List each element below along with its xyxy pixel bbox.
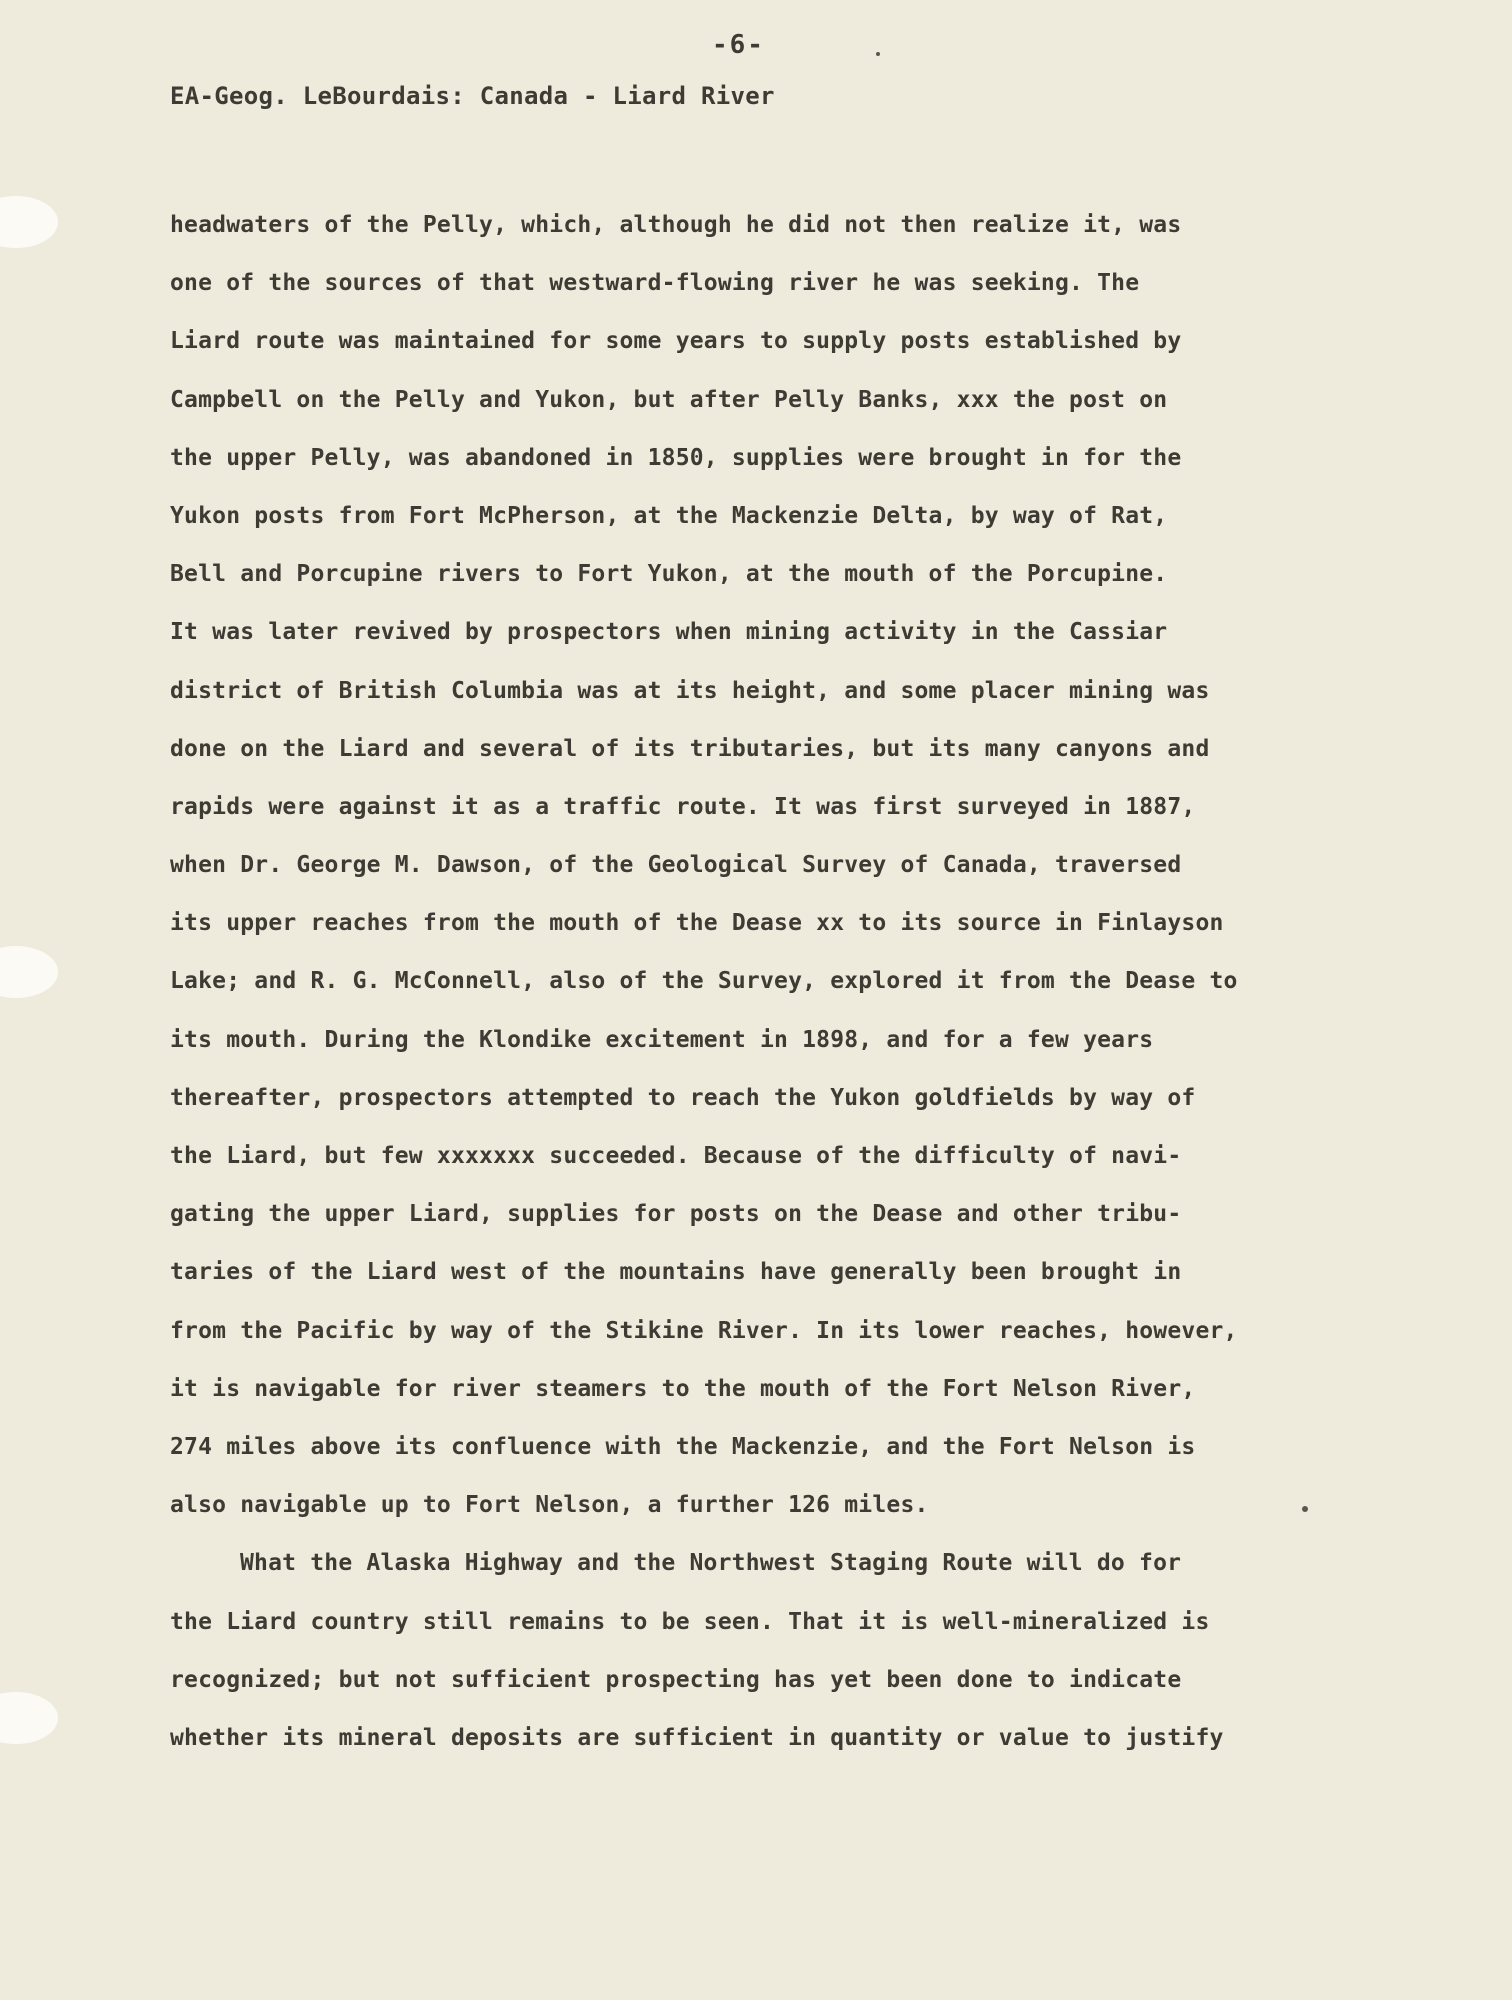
text-line: when Dr. George M. Dawson, of the Geological Survey of Canada, traversed <box>170 852 1182 879</box>
text-line: the Liard country still remains to be seen. That it is well-mineralized is <box>170 1608 1210 1635</box>
text-line: thereafter, prospectors attempted to reach the Yukon goldfields by way of <box>170 1084 1196 1111</box>
page-header: EA-Geog. LeBourdais: Canada - Liard River <box>170 82 775 110</box>
text-line: done on the Liard and several of its tributaries, but its many canyons and <box>170 735 1210 762</box>
text-line: district of British Columbia was at its height, and some placer mining was <box>170 677 1210 704</box>
text-line: Campbell on the Pelly and Yukon, but after Pelly Banks, xxx the post on <box>170 386 1168 413</box>
text-line: It was later revived by prospectors when mining activity in the Cassiar <box>170 619 1168 646</box>
punch-hole <box>0 946 58 998</box>
text-line: one of the sources of that westward-flowing river he was seeking. The <box>170 270 1140 297</box>
text-line: it is navigable for river steamers to the mouth of the Fort Nelson River, <box>170 1375 1196 1402</box>
text-line: What the Alaska Highway and the Northwest Staging Route will do for <box>240 1550 1182 1577</box>
ink-speck <box>876 52 880 56</box>
punch-hole <box>0 196 58 248</box>
text-line: gating the upper Liard, supplies for posts on the Dease and other tribu- <box>170 1201 1182 1228</box>
text-line: Yukon posts from Fort McPherson, at the Mackenzie Delta, by way of Rat, <box>170 502 1168 529</box>
text-line: from the Pacific by way of the Stikine River. In its lower reaches, however, <box>170 1317 1238 1344</box>
text-line: rapids were against it as a traffic route. It was first surveyed in 1887, <box>170 793 1196 820</box>
text-line: recognized; but not sufficient prospecting has yet been done to indicate <box>170 1666 1182 1693</box>
text-line: taries of the Liard west of the mountains have generally been brought in <box>170 1259 1182 1286</box>
text-line: whether its mineral deposits are sufficient in quantity or value to justify <box>170 1724 1224 1751</box>
text-line: its upper reaches from the mouth of the Dease xx to its source in Finlayson <box>170 910 1224 937</box>
punch-hole <box>0 1692 58 1744</box>
text-line: Bell and Porcupine rivers to Fort Yukon, at the mouth of the Porcupine. <box>170 561 1168 588</box>
text-line: 274 miles above its confluence with the Mackenzie, and the Fort Nelson is <box>170 1433 1196 1460</box>
text-line: the upper Pelly, was abandoned in 1850, supplies were brought in for the <box>170 444 1182 471</box>
body-text <box>170 196 1350 1767</box>
text-line: headwaters of the Pelly, which, although he did not then realize it, was <box>170 212 1182 238</box>
text-line: also navigable up to Fort Nelson, a further 126 miles. <box>170 1492 929 1519</box>
text-line: Lake; and R. G. McConnell, also of the Survey, explored it from the Dease to <box>170 968 1238 995</box>
page-number: -6- <box>712 30 765 60</box>
text-line: Liard route was maintained for some years to supply posts established by <box>170 328 1182 355</box>
text-line: its mouth. During the Klondike excitement in 1898, and for a few years <box>170 1026 1154 1053</box>
text-line: the Liard, but few xxxxxxx succeeded. Because of the difficulty of navi- <box>170 1143 1182 1169</box>
